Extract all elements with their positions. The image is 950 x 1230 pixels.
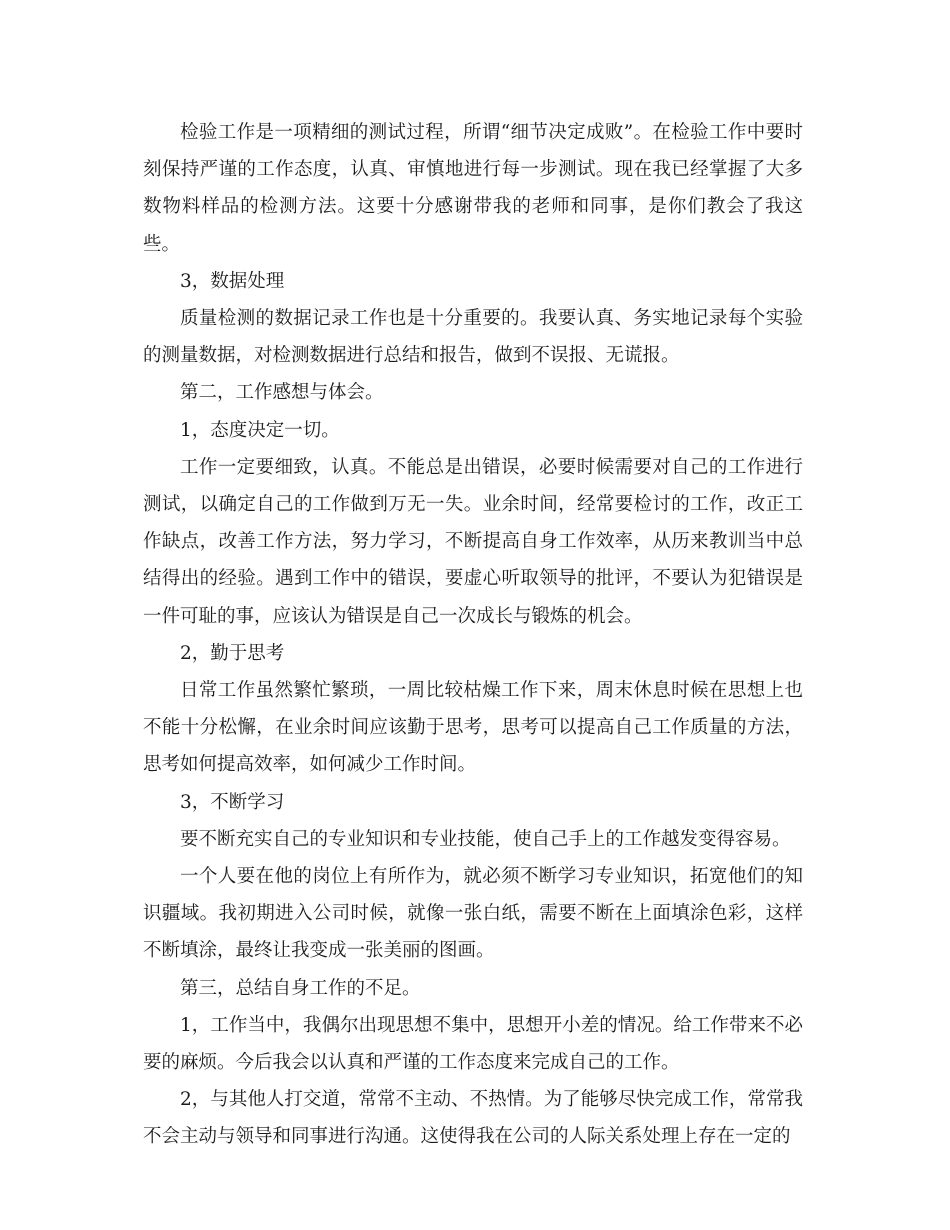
paragraph-learning-skills: 要不断充实自己的专业知识和专业技能，使自己手上的工作越发变得容易。	[180, 828, 791, 850]
paragraph-inspection-work: 检验工作是一项精细的测试过程，所谓“细节决定成败”。在检验工作中要时刻保持严谨的工作态度，认真、审慎地进行每一步测试。现在我已经掌握了大多数物料样品的检测方法。这要十分感谢带我的老师和同事，是你们教会了我这些。	[143, 122, 803, 255]
paragraph-attitude: 工作一定要细致，认真。不能总是出错误，必要时候需要对自己的工作进行测试，以确定自己的工作做到万无一失。业余时间，经常要检讨的工作，改正工作缺点，改善工作方法，努力学习，不断提高自身工作效率，从历来教训当中总结得出的经验。遇到工作中的错误，要虚心听取领导的批评，不要认为犯错误是一件可耻的事，应该认为错误是自己一次成长与锻炼的机会。	[143, 456, 803, 627]
heading-learning: 3，不断学习	[180, 791, 285, 813]
paragraph-shortcoming-communication: 2，与其他人打交道，常常不主动、不热情。为了能够尽快完成工作，常常我不会主动与领导和同事进行沟通。这使得我在公司的人际关系处理上存在一定的	[143, 1089, 803, 1148]
paragraph-data-recording: 质量检测的数据记录工作也是十分重要的。我要认真、务实地记录每个实验的测量数据，对检测数据进行总结和报告，做到不误报、无谎报。	[143, 308, 803, 367]
paragraph-thinking: 日常工作虽然繁忙繁琐，一周比较枯燥工作下来，周末休息时候在思想上也不能十分松懈，在业余时间应该勤于思考，思考可以提高自己工作质量的方法，思考如何提高效率，如何减少工作时间。	[143, 680, 803, 776]
heading-data-processing: 3，数据处理	[180, 270, 285, 292]
heading-thinking: 2，勤于思考	[180, 642, 285, 664]
heading-attitude: 1，态度决定一切。	[180, 419, 340, 441]
paragraph-learning-knowledge: 一个人要在他的岗位上有所作为，就必须不断学习专业知识，拓宽他们的知识疆域。我初期进入公司时候，就像一张白纸，需要不断在上面填涂色彩，这样不断填涂，最终让我变成一张美丽的图画。	[143, 866, 803, 962]
document-body	[143, 114, 803, 1156]
paragraph-shortcoming-focus: 1，工作当中，我偶尔出现思想不集中，思想开小差的情况。给工作带来不必要的麻烦。今后我会以认真和严谨的工作态度来完成自己的工作。	[143, 1014, 803, 1074]
section-heading-reflections: 第二，工作感想与体会。	[180, 382, 384, 404]
section-heading-shortcomings: 第三，总结自身工作的不足。	[180, 977, 421, 999]
